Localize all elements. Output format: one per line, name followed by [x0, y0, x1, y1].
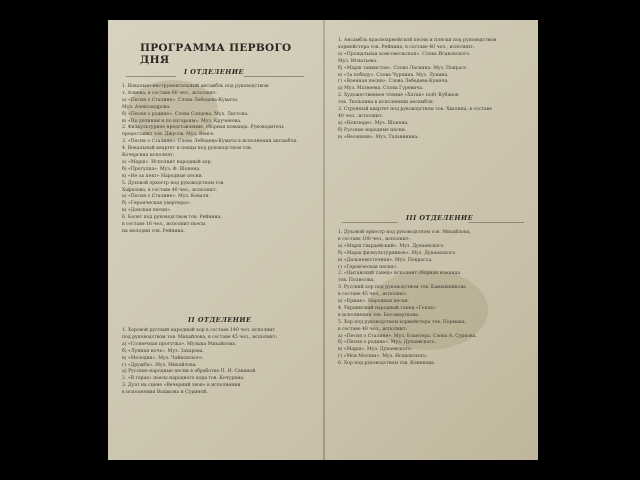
- program-line: б) «Песня о родине». Слова Сонцова, Муз. Листова.: [122, 111, 249, 117]
- program-line: 2. Художественное чтение «Хатан» поёт Кубанов: [338, 93, 459, 99]
- program-line: 1. Духовой оркестр под руководством тов. Михайлова,: [338, 230, 471, 235]
- program-line: г) «Дружба». Муз. Михайлова.: [122, 362, 197, 368]
- program-title: ПРОГРАММА ПЕРВОГО ДНЯ: [140, 42, 292, 66]
- center-fold: [323, 20, 325, 460]
- program-line: в) «Марш». Муз. Дунаевского.: [338, 347, 413, 353]
- program-line: а) «Ноктюрн». Муз. Шопена.: [338, 120, 409, 126]
- program-line: 1. Ансамбль красноармейской песни и пляски под руководством: [338, 38, 497, 43]
- program-line: д) Русские народные песни в обработке П. Н. Савиной.: [122, 369, 257, 375]
- program-line: 2. Физкультурное представление, сборная команда. Руководитель: [122, 125, 284, 131]
- program-line: 1. Хоровой русский народный хор в составе 140 чел. исполнит: [122, 328, 275, 333]
- program-line: 4. Украинский народный танец «Гопак»: [338, 305, 437, 311]
- program-line: 3. Струнный квартет под руководством тов. Хвалина, в составе: [338, 107, 492, 112]
- program-line: под руководством тов. Михайлова, в составе 45 чел., исполнит:: [122, 334, 277, 340]
- program-line: предоставит тов. Джусов. Муз. Венге.: [122, 132, 215, 138]
- left-column: [112, 20, 317, 460]
- program-line: 3. Дуэт на сцене «Вечерний звон» в исполнении: [122, 383, 241, 389]
- program-line: а) «Прощальная комсомольская». Слова Исаковского.: [338, 51, 471, 57]
- program-line: в) «Не за пект» Народные песни.: [122, 173, 204, 179]
- program-line: в исполнении тов. Бессмертнова.: [338, 312, 420, 318]
- program-line: б) «Песня о родине». Муз. Дунаевского.: [338, 340, 437, 346]
- program-line: Муз. Игнатьева.: [338, 58, 378, 64]
- program-line: а) «Марш». Исполнит народный хор.: [122, 159, 212, 165]
- program-line: б) «Марш физкультурников». Муз. Дунаевского.: [338, 250, 457, 256]
- divider: [244, 76, 304, 77]
- program-line: а) «Песня о Сталине». Муз. Блантера. Слова А. Суркова.: [338, 333, 477, 339]
- program-line: в исполнении Вышкова и Суриной.: [122, 390, 208, 396]
- program-line: г) «Моя Москва». Муз. Исаковского.: [338, 354, 428, 360]
- program-line: 6. Балет под руководством тов. Рейнина,: [122, 215, 222, 221]
- program-line: 40 чел., исполнит:: [338, 113, 383, 119]
- section-heading-2: II ОТДЕЛЕНИЕ: [188, 316, 252, 324]
- program-line: в) «Дальневосточная». Муз. Покрасса.: [338, 257, 433, 263]
- program-line: 5. Хор под руководством хормейстера тов. Пермана,: [338, 319, 467, 325]
- program-line: г) «Военная песня». Слова Лебедева-Кумача.: [338, 79, 449, 85]
- program-line: в составе 40 чел., исполнит:: [338, 326, 407, 332]
- program-line: в) «Мелодия». Муз. Чайковского.: [122, 355, 204, 361]
- program-line: 3. Русский хор под руководством тов. Камышникова: [338, 285, 466, 291]
- program-line: т. Алиева, в составе 60 чел., исполнит:: [122, 90, 217, 96]
- program-line: 4. Вокальный квартет и певцы под руководством тов.: [122, 146, 253, 152]
- program-line: б) Русские народные песни.: [338, 127, 407, 133]
- program-line: а) «Песня о Сталине». Слова Лебедева-Кумача,: [122, 97, 239, 103]
- program-line: а) «Солнечная прогулка». Музыка Михайлова.: [122, 341, 237, 347]
- program-line: хормейстера тов. Рейнина, в составе 40 чел., исполнит:: [338, 44, 475, 50]
- program-line: 2. «В горах» пьесы народного хора тов. Кочурина.: [122, 376, 245, 382]
- program-sheet: [108, 20, 538, 460]
- program-line: в) «Донская песня».: [122, 208, 172, 214]
- program-line: 1. Вокально-инструментальный ансамбль под руководством: [122, 84, 269, 89]
- program-line: 6. Хор под руководством тов. Клинкова.: [338, 361, 436, 367]
- divider: [342, 222, 398, 223]
- program-line: г) «Героическая песня».: [338, 264, 398, 270]
- program-line: Муз. Александрова.: [122, 104, 171, 110]
- program-line: Хафазова, в составе 40 чел., исполнит:: [122, 187, 217, 193]
- section-heading-1: I ОТДЕЛЕНИЕ: [184, 68, 244, 76]
- program-line: а) «Ермак». Народная песня.: [338, 299, 410, 304]
- program-line: тов. Полюсова.: [338, 278, 375, 284]
- program-line: в) «За победу». Слова Чуркина. Муз. Лукина.: [338, 72, 449, 78]
- program-line: на мелодии тов. Рейнина.: [122, 228, 185, 234]
- program-line: Кочергина исполнят:: [122, 153, 175, 158]
- program-line: б) «Марш танкистов». Слова Ласкина. Муз. Покрасс.: [338, 65, 468, 71]
- program-line: 3. «Песня о Сталине». Слово Лебедева-Кумача в исполнении ансамбля.: [122, 139, 298, 145]
- program-line: в составе 100 чел., исполнит:: [338, 236, 410, 242]
- program-line: д) Муз. Матвеева. Слова Гуревича.: [338, 86, 424, 92]
- program-line: а) «Марш гвардейский». Муз. Дунаевского.: [338, 243, 445, 249]
- program-line: 5. Духовой оркестр под руководством тов.: [122, 180, 225, 186]
- divider: [126, 76, 176, 77]
- program-line: в) «По долинам и по взгорьям». Муз. Крученова.: [122, 118, 242, 124]
- program-line: 2. «Цыганский танец» исполнит сборная команда: [338, 271, 461, 277]
- program-line: б) «Прогулка». Муз. Ф. Шопена.: [122, 166, 201, 172]
- program-line: в) «Весенняя». Муз. Тальвинина.: [338, 134, 419, 140]
- section-heading-3: III ОТДЕЛЕНИЕ: [406, 214, 474, 222]
- program-line: а) «Песня о Сталине». Муз. Коваля.: [122, 194, 210, 200]
- program-line: в составе 16 чел., исполнит пьесы: [122, 222, 206, 227]
- program-line: б) «Лунная ночь». Муз. Захарова.: [122, 348, 204, 354]
- program-line: тов. Тюльпина в исполнении ансамбля.: [338, 100, 435, 106]
- program-line: в составе 45 чел., исполнит:: [338, 292, 407, 298]
- divider: [468, 222, 524, 223]
- right-column: [328, 20, 533, 460]
- program-line: б) «Героическая увертюра».: [122, 201, 192, 207]
